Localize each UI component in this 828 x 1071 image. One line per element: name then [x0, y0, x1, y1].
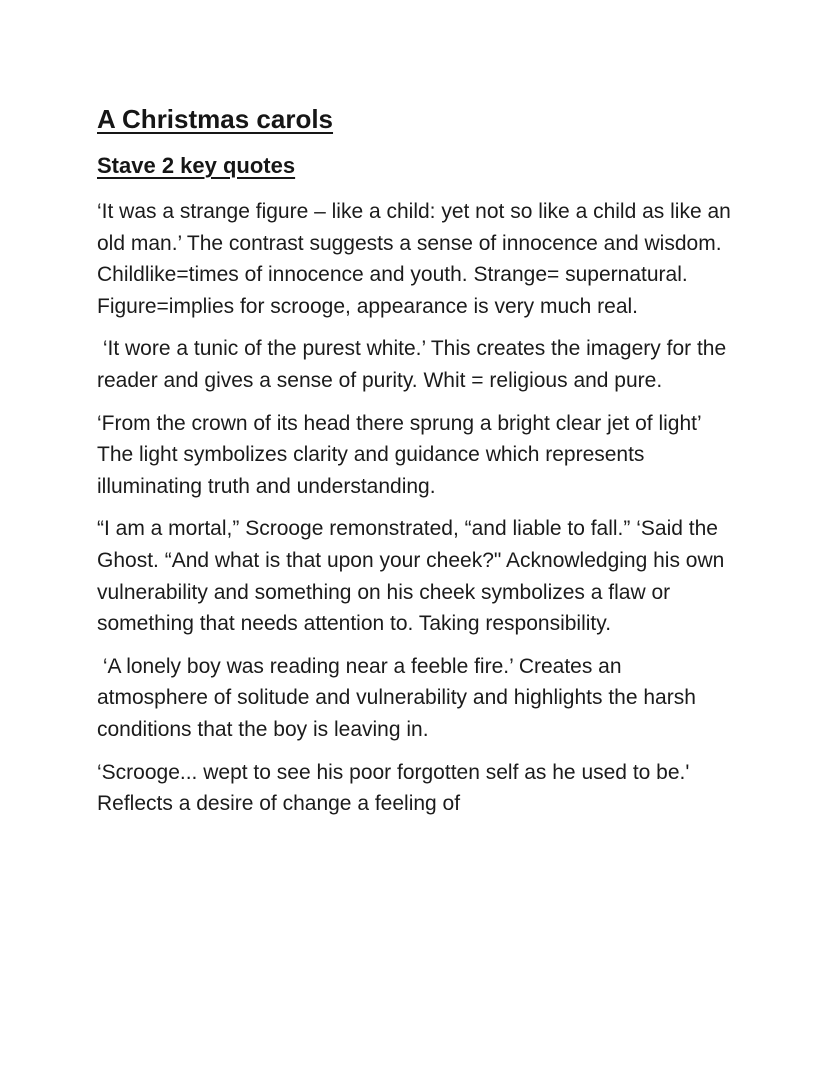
document-subtitle: Stave 2 key quotes — [97, 153, 296, 178]
paragraph-strange-figure: ‘It was a strange figure – like a child: yet not so like a child as like an old man.’ The contrast suggests a sense of innocence and wisdom. Childlike=times of innocence and youth. Strange= supernatural. Figure=implies for scrooge, appearance is very much real. — [97, 200, 737, 318]
paragraph-i-am-a-mortal: “I am a mortal,” Scrooge remonstrated, “and liable to fall.” ‘Said the Ghost. “And what is that upon your cheek?" Acknowledging his own vulnerability and something on his cheek symbolizes a flaw or something that needs attention to. Taking responsibility. — [97, 517, 731, 636]
document-content — [97, 103, 737, 831]
paragraph-scrooge-wept: ‘Scrooge... wept to see his poor forgotten self as he used to be.' Reflects a desire of change a feeling of — [97, 760, 696, 816]
paragraph-tunic-purest-white: ‘It wore a tunic of the purest white.’ This creates the imagery for the reader and gives a sense of purity. Whit = religious and pure. — [97, 337, 732, 392]
document-title: A Christmas carols — [97, 104, 334, 134]
paragraph-lonely-boy: ‘A lonely boy was reading near a feeble fire.’ Creates an atmosphere of solitude and vulnerability and highlights the harsh conditions that the boy is leaving in. — [97, 654, 702, 741]
paragraph-crown-jet-of-light: ‘From the crown of its head there sprung a bright clear jet of light’ The light symbolizes clarity and guidance which represents illuminating truth and understanding. — [97, 411, 707, 498]
